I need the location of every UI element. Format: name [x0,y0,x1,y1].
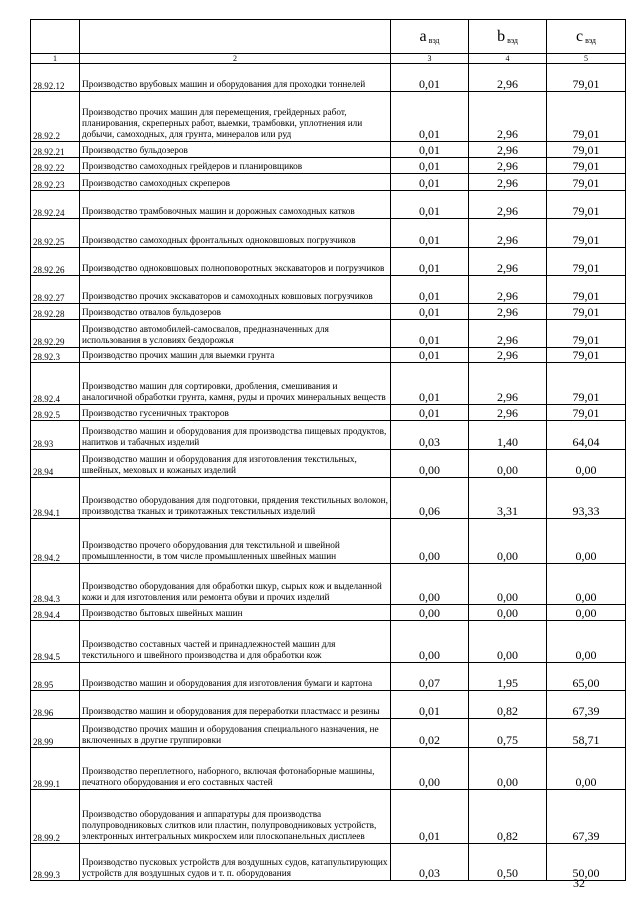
table-row [31,605,626,621]
row-a-value: 0,01 [391,304,469,320]
row-code: 28.93 [31,421,80,450]
row-name: Производство одноковшовых полноповоротных экскаваторов и погрузчиков [80,248,391,276]
row-code: 28.92.21 [31,142,80,158]
table-row [31,219,626,248]
row-c-value: 79,01 [547,142,626,158]
index-2: 2 [80,54,391,64]
header-c: c $_{вэд}$ [547,20,626,54]
table-row [31,748,626,790]
row-b-value: 2,96 [469,248,547,276]
row-code: 28.92.29 [31,320,80,348]
row-name: Производство отвалов бульдозеров [80,304,391,320]
row-c-value: 67,39 [547,691,626,719]
row-name: Производство прочих машин для перемещения, грейдерных работ, планирования, скреперных работ, выемки, трамбовки, уплотнения или добычи, самоходных, для грунта, минералов или руд [80,92,391,142]
row-a-value: 0,06 [391,478,469,519]
row-b-value: 3,31 [469,478,547,519]
row-a-value: 0,01 [391,142,469,158]
row-a-value: 0,01 [391,405,469,421]
row-name: Производство оборудования для подготовки, прядения текстильных волокон, производства тканых и трикотажных текстильных изделий [80,478,391,519]
row-c-value: 64,04 [547,421,626,450]
row-a-value: 0,02 [391,719,469,748]
table-row [31,621,626,663]
row-code: 28.92.25 [31,219,80,248]
row-a-value: 0,00 [391,519,469,564]
row-c-value: 93,33 [547,478,626,519]
row-code: 28.92.4 [31,363,80,405]
row-c-value: 79,01 [547,219,626,248]
row-name: Производство машин и оборудования для изготовления бумаги и картона [80,663,391,691]
row-a-value: 0,01 [391,248,469,276]
coefficients-table [30,19,626,881]
row-code: 28.92.12 [31,64,80,92]
row-name: Производство бытовых швейных машин [80,605,391,621]
table-row [31,363,626,405]
row-c-value: 79,01 [547,92,626,142]
row-code: 28.96 [31,691,80,719]
row-b-value: 0,00 [469,450,547,478]
table-row [31,405,626,421]
row-code: 28.99 [31,719,80,748]
row-c-value: 0,00 [547,621,626,663]
row-b-value: 0,82 [469,691,547,719]
row-c-value: 79,01 [547,348,626,363]
row-b-value: 0,50 [469,844,547,881]
row-b-value: 0,00 [469,519,547,564]
row-b-value: 2,96 [469,92,547,142]
row-name: Производство составных частей и принадлежностей машин для текстильного и швейного производства и для обработки кож [80,621,391,663]
row-code: 28.92.28 [31,304,80,320]
row-code: 28.92.5 [31,405,80,421]
row-b-value: 0,82 [469,790,547,844]
row-name: Производство машин и оборудования для переработки пластмасс и резины [80,691,391,719]
row-a-value: 0,01 [391,64,469,92]
row-c-value: 0,00 [547,564,626,605]
row-b-value: 2,96 [469,320,547,348]
row-c-value: 79,01 [547,248,626,276]
row-b-value: 2,96 [469,64,547,92]
row-a-value: 0,01 [391,219,469,248]
table-row [31,320,626,348]
table-row [31,142,626,158]
row-a-value: 0,07 [391,663,469,691]
row-code: 28.92.27 [31,276,80,304]
row-name: Производство врубовых машин и оборудования для проходки тоннелей [80,64,391,92]
row-c-value: 79,01 [547,363,626,405]
row-a-value: 0,01 [391,174,469,191]
row-c-value: 79,01 [547,158,626,174]
row-c-value: 79,01 [547,304,626,320]
row-c-value: 0,00 [547,519,626,564]
row-name: Производство пусковых устройств для воздушных судов, катапультирующих устройств для воздушных судов и т. п. оборудования [80,844,391,881]
row-b-value: 2,96 [469,174,547,191]
row-b-value: 2,96 [469,142,547,158]
row-code: 28.92.22 [31,158,80,174]
row-a-value: 0,03 [391,421,469,450]
row-a-value: 0,01 [391,191,469,219]
row-b-value: 1,95 [469,663,547,691]
header-b: b $_{вэд}$ [469,20,547,54]
header-code-cell [31,20,80,54]
row-c-value: 79,01 [547,174,626,191]
row-c-value: 0,00 [547,748,626,790]
row-c-value: 79,01 [547,320,626,348]
row-b-value: 0,00 [469,564,547,605]
row-name: Производство самоходных скреперов [80,174,391,191]
row-c-value: 50,00 [547,844,626,881]
index-4: 4 [469,54,547,64]
row-code: 28.99.3 [31,844,80,881]
table-row [31,304,626,320]
header-a: a $_{вэд}$ [391,20,469,54]
row-b-value: 2,96 [469,405,547,421]
row-c-value: 79,01 [547,276,626,304]
row-name: Производство прочих машин и оборудования специального назначения, не включенных в другие группировки [80,719,391,748]
row-a-value: 0,00 [391,564,469,605]
row-b-value: 0,75 [469,719,547,748]
row-name: Производство трамбовочных машин и дорожных самоходных катков [80,191,391,219]
table-row [31,248,626,276]
row-code: 28.92.3 [31,348,80,363]
row-code: 28.92.2 [31,92,80,142]
row-c-value: 79,01 [547,64,626,92]
row-code: 28.99.1 [31,748,80,790]
row-name: Производство машин и оборудования для изготовления текстильных, швейных, меховых и кожаных изделий [80,450,391,478]
index-1: 1 [31,54,80,64]
row-b-value: 2,96 [469,348,547,363]
row-name: Производство самоходных грейдеров и планировщиков [80,158,391,174]
row-a-value: 0,01 [391,691,469,719]
column-index-row [31,54,626,64]
table-row [31,191,626,219]
row-name: Производство оборудования для обработки шкур, сырых кож и выделанной кожи и для изготовления или ремонта обуви и прочих изделий [80,564,391,605]
row-a-value: 0,01 [391,158,469,174]
row-name: Производство прочих машин для выемки грунта [80,348,391,363]
row-a-value: 0,01 [391,92,469,142]
table-row [31,348,626,363]
row-code: 28.94.5 [31,621,80,663]
row-code: 28.94.3 [31,564,80,605]
row-code: 28.92.26 [31,248,80,276]
row-c-value: 58,71 [547,719,626,748]
row-code: 28.95 [31,663,80,691]
row-name: Производство машин для сортировки, дробления, смешивания и аналогичной обработки грунта, камня, руды и прочих минеральных веществ [80,363,391,405]
row-c-value: 65,00 [547,663,626,691]
table-row [31,564,626,605]
row-c-value: 79,01 [547,405,626,421]
row-b-value: 2,96 [469,363,547,405]
row-code: 28.94 [31,450,80,478]
row-b-value: 2,96 [469,276,547,304]
row-code: 28.92.23 [31,174,80,191]
header-row [31,20,626,54]
header-name-cell [80,20,391,54]
row-c-value: 79,01 [547,191,626,219]
row-code: 28.94.4 [31,605,80,621]
row-b-value: 2,96 [469,304,547,320]
row-b-value: 2,96 [469,219,547,248]
table-row [31,790,626,844]
row-c-value: 0,00 [547,605,626,621]
row-name: Производство машин и оборудования для производства пищевых продуктов, напитков и табачных изделий [80,421,391,450]
row-a-value: 0,00 [391,605,469,621]
row-a-value: 0,00 [391,621,469,663]
row-c-value: 67,39 [547,790,626,844]
row-a-value: 0,03 [391,844,469,881]
row-code: 28.94.2 [31,519,80,564]
row-b-value: 2,96 [469,158,547,174]
table-row [31,719,626,748]
row-b-value: 1,40 [469,421,547,450]
row-name: Производство гусеничных тракторов [80,405,391,421]
row-a-value: 0,00 [391,450,469,478]
table-row [31,64,626,92]
table-row [31,174,626,191]
table-row [31,519,626,564]
row-name: Производство прочего оборудования для текстильной и швейной промышленности, в том числе промышленных швейных машин [80,519,391,564]
row-b-value: 0,00 [469,748,547,790]
row-b-value: 0,00 [469,605,547,621]
table-row [31,844,626,881]
row-a-value: 0,01 [391,348,469,363]
row-code: 28.99.2 [31,790,80,844]
row-a-value: 0,01 [391,320,469,348]
row-a-value: 0,01 [391,790,469,844]
row-a-value: 0,01 [391,363,469,405]
index-5: 5 [547,54,626,64]
table-row [31,478,626,519]
index-3: 3 [391,54,469,64]
table-row [31,92,626,142]
table-row [31,158,626,174]
row-name: Производство автомобилей-самосвалов, предназначенных для использования в условиях бездорожья [80,320,391,348]
row-name: Производство прочих экскаваторов и самоходных ковшовых погрузчиков [80,276,391,304]
row-a-value: 0,01 [391,276,469,304]
table-row [31,276,626,304]
row-code: 28.94.1 [31,478,80,519]
row-code: 28.92.24 [31,191,80,219]
table-row [31,450,626,478]
row-a-value: 0,00 [391,748,469,790]
row-name: Производство переплетного, наборного, включая фотонаборные машины, печатного оборудования и его составных частей [80,748,391,790]
row-name: Производство оборудования и аппаратуры для производства полупроводниковых слитков или пластин, полупроводниковых устройств, электронных интегральных микросхем или плоскопанельных дисплеев [80,790,391,844]
row-b-value: 0,00 [469,621,547,663]
page-number: 32 [573,876,585,890]
row-b-value: 2,96 [469,191,547,219]
row-name: Производство бульдозеров [80,142,391,158]
table-row [31,691,626,719]
row-name: Производство самоходных фронтальных одноковшовых погрузчиков [80,219,391,248]
row-c-value: 0,00 [547,450,626,478]
table-row [31,421,626,450]
table-row [31,663,626,691]
